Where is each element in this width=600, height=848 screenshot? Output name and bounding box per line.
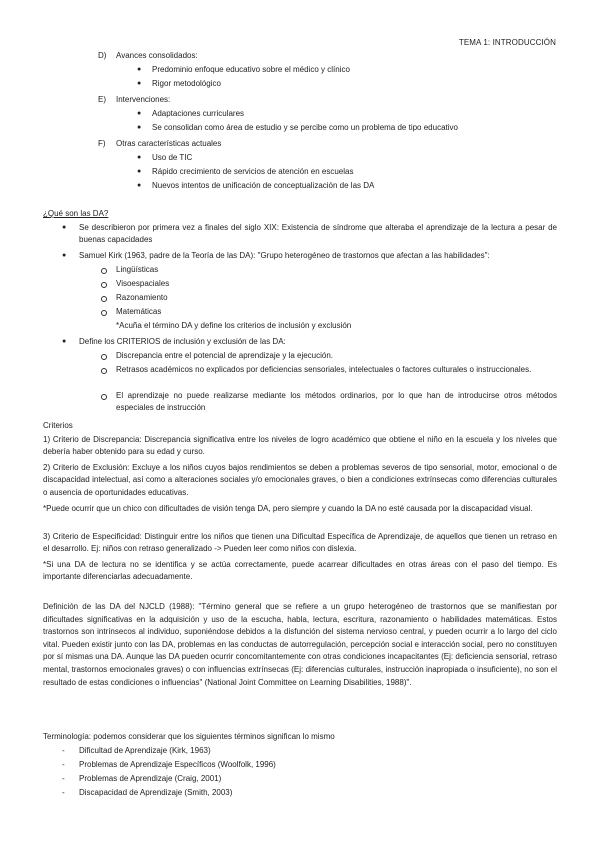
circle-bullet-icon — [101, 282, 107, 288]
list-item: Rigor metodológico — [152, 79, 221, 88]
sub-item: Visoespaciales — [116, 279, 170, 288]
circle-bullet-icon — [101, 296, 107, 302]
list-item: Problemas de Aprendizaje (Craig, 2001) — [79, 774, 222, 783]
sub-item: El aprendizaje no puede realizarse mediante los métodos ordinarios, por lo que han de introducirse otros métodos especiales de instrucción — [116, 391, 557, 413]
list-item: Discapacidad de Aprendizaje (Smith, 2003) — [79, 788, 233, 797]
bullet-icon: ● — [137, 124, 142, 131]
kirk-note: *Acuña el término DA y define los criterios de inclusión y exclusión — [116, 321, 352, 330]
sub-item: Matemáticas — [116, 307, 162, 316]
bullet-icon: ● — [137, 182, 142, 189]
list-item: Se consolidan como área de estudio y se percibe como un problema de tipo educativo — [152, 123, 458, 132]
bullet-icon: ● — [137, 154, 142, 161]
list-letter-e: E) — [98, 95, 106, 104]
que-son-bullet-1: Se describieron por primera vez a finales del siglo XIX: Existencia de síndrome que alteraba el aprendizaje de la lectura a pesar de buenas capacidades — [79, 223, 557, 245]
page-header-title: TEMA 1: INTRODUCCIÓN — [458, 38, 556, 47]
criterio-especificidad-note: *Si una DA de lectura no se identifica y se actúa correctamente, puede acarrear dificultades en otras áreas con el paso del tiempo. Es importante diferenciarlas adecuadamente. — [43, 560, 557, 582]
list-item: Problemas de Aprendizaje Específicos (Woolfolk, 1996) — [79, 760, 276, 769]
que-son-bullet-3: Define los CRITERIOS de inclusión y exclusión de las DA: — [79, 337, 286, 346]
dash-icon: - — [62, 774, 65, 783]
circle-bullet-icon — [101, 394, 107, 400]
list-item: Predominio enfoque educativo sobre el médico y clínico — [152, 65, 350, 74]
criterio-discrepancia: 1) Criterio de Discrepancia: Discrepancia significativa entre los niveles de logro académico que obtiene el niño en la escuela y los niveles que debería haber obtenido para su edad y curso. — [43, 435, 557, 457]
section-title-criterios: Criterios — [43, 421, 73, 430]
list-letter-f: F) — [98, 139, 106, 148]
list-item: Rápido crecimiento de servicios de atención en escuelas — [152, 167, 354, 176]
list-item: Adaptaciones curriculares — [152, 109, 245, 118]
bullet-icon: ● — [137, 66, 142, 73]
circle-bullet-icon — [101, 354, 107, 360]
bullet-icon: ● — [62, 252, 67, 259]
circle-bullet-icon — [101, 310, 107, 316]
list-label-f: Otras características actuales — [116, 139, 222, 148]
bullet-icon: ● — [62, 224, 67, 231]
bullet-icon: ● — [62, 338, 67, 345]
dash-icon: - — [62, 760, 65, 769]
criterio-exclusion-note: *Puede ocurrir que un chico con dificultades de visión tenga DA, pero siempre y cuando la DA no esté causada por la discapacidad visual. — [43, 504, 533, 513]
criterio-exclusion: 2) Criterio de Exclusión: Excluye a los niños cuyos bajos rendimientos se deben a problemas severos de tipo sensorial, motor, emocional o de discapacidad intelectual, así como a alteraciones sociales y/o emocionales graves, o bien a condiciones extrínsecas como diferencias culturales o ausencia de oportunidades educativas. — [43, 463, 557, 497]
dash-icon: - — [62, 788, 65, 797]
section-title-que-son: ¿Qué son las DA? — [43, 209, 109, 218]
definicion-njcld: Definición de las DA del NJCLD (1988): "Término general que se refiere a un grupo heterogéneo de trastornos que se manifiestan por dificultades significativas en la adquisición y uso de la escucha, habla, lectura, escritura, razonamiento o habilidades matemáticas. Estos trastornos son intrínsecos al individuo, suponiéndose debidos a la disfunción del sistema nervioso central, y pueden ocurrir a lo largo del ciclo vital. Pueden existir junto con las DA, problemas en las conductas de autorregulación, percepción social e interacción social, pero no constituyen por sí mismas una DA. Aunque las DA pueden ocurrir concomitantemente con otras condiciones incapacitantes (Ej: deficiencia sensorial, retraso mental, trastornos emocionales graves) o con influencias extrínsecas (Ej: diferencias culturales, instrucción inapropiada o insuficiente), no son el resultado de estas condiciones o influencias" (National Joint Committee on Learning Disabilities, 1988)". — [43, 602, 557, 687]
list-item: Dificultad de Aprendizaje (Kirk, 1963) — [79, 746, 211, 755]
dash-icon: - — [62, 746, 65, 755]
criterio-especificidad: 3) Criterio de Especificidad: Distinguir entre los niños que tienen una Dificultad Específica de Aprendizaje, de aquellos que tienen un retraso en el desarrollo. Ej: niños con retraso generalizado -> Pueden leer como niños con dislexia. — [43, 532, 557, 554]
list-label-e: Intervenciones: — [116, 95, 171, 104]
sub-item: Lingüísticas — [116, 265, 159, 274]
sub-item: Razonamiento — [116, 293, 168, 302]
bullet-icon: ● — [137, 168, 142, 175]
circle-bullet-icon — [101, 268, 107, 274]
bullet-icon: ● — [137, 80, 142, 87]
list-item: Uso de TIC — [152, 153, 193, 162]
que-son-bullet-2: Samuel Kirk (1963, padre de la Teoría de las DA): "Grupo heterogéneo de trastornos que afectan a las habilidades": — [79, 251, 490, 260]
sub-item: Retrasos académicos no explicados por deficiencias sensoriales, intelectuales o factores culturales o instruccionales. — [116, 365, 532, 374]
sub-item: Discrepancia entre el potencial de aprendizaje y la ejecución. — [116, 351, 334, 360]
list-label-d: Avances consolidados: — [116, 51, 198, 60]
circle-bullet-icon — [101, 368, 107, 374]
bullet-icon: ● — [137, 110, 142, 117]
section-title-terminologia: Terminología: podemos considerar que los siguientes términos significan lo mismo — [43, 732, 335, 741]
list-letter-d: D) — [98, 51, 107, 60]
list-item: Nuevos intentos de unificación de conceptualización de las DA — [152, 181, 375, 190]
